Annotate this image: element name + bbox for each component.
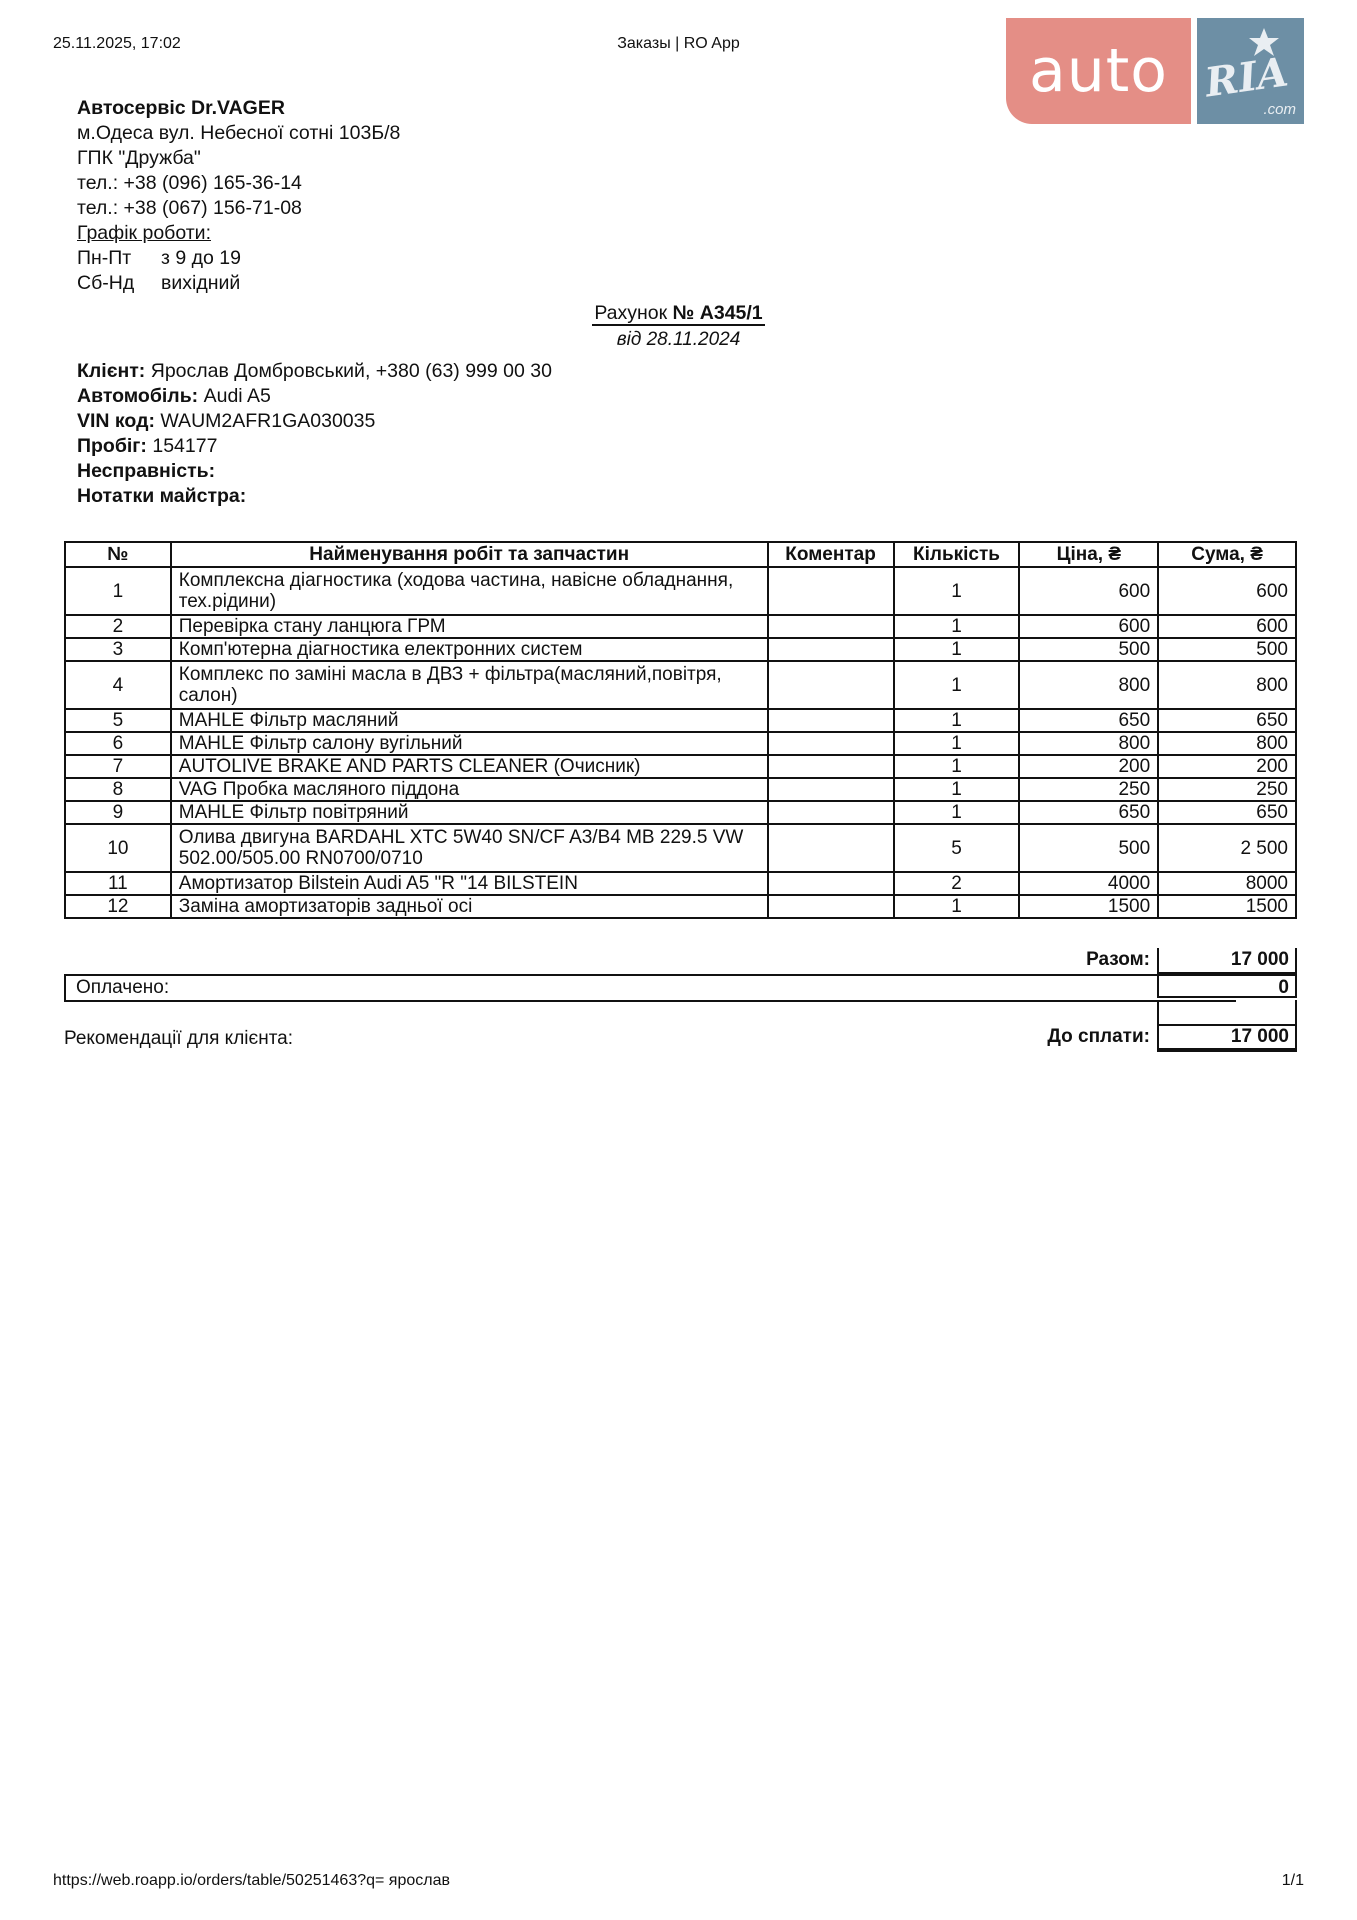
row-name: MAHLE Фільтр масляний xyxy=(171,709,768,732)
table-header-row xyxy=(65,542,1296,567)
table-row xyxy=(65,801,1296,824)
table-row xyxy=(65,824,1296,872)
row-number: 2 xyxy=(65,615,171,638)
row-price: 800 xyxy=(1019,732,1158,755)
table-row xyxy=(65,895,1296,918)
schedule-days: Пн-Пт xyxy=(77,247,132,269)
row-price: 4000 xyxy=(1019,872,1158,895)
row-qty: 1 xyxy=(894,755,1020,778)
paid-label: Оплачено: xyxy=(64,974,1236,1002)
table-row xyxy=(65,709,1296,732)
company-phone-2: тел.: +38 (067) 156-71-08 xyxy=(77,197,302,219)
row-price: 800 xyxy=(1019,661,1158,709)
row-price: 500 xyxy=(1019,638,1158,661)
row-comment xyxy=(768,638,894,661)
row-sum: 650 xyxy=(1158,709,1296,732)
col-header-name: Найменування робіт та запчастин xyxy=(171,542,768,567)
print-datetime: 25.11.2025, 17:02 xyxy=(53,35,181,52)
notes-label: Нотатки майстра: xyxy=(77,485,247,507)
total-label: Разом: xyxy=(1086,949,1150,970)
col-header-price: Ціна, ₴ xyxy=(1019,542,1158,567)
logo-ria-text: RIA xyxy=(1202,48,1291,107)
row-number: 11 xyxy=(65,872,171,895)
client-label: Клієнт: xyxy=(77,360,146,382)
total-value: 17 000 xyxy=(1157,948,1297,974)
company-address: м.Одеса вул. Небесної сотні 103Б/8 xyxy=(77,122,401,144)
row-qty: 1 xyxy=(894,567,1020,615)
row-comment xyxy=(768,801,894,824)
vin-label: VIN код: xyxy=(77,410,155,432)
row-name: VAG Пробка масляного піддона xyxy=(171,778,768,801)
row-qty: 1 xyxy=(894,732,1020,755)
row-comment xyxy=(768,732,894,755)
company-phone-1: тел.: +38 (096) 165-36-14 xyxy=(77,172,302,194)
row-qty: 1 xyxy=(894,661,1020,709)
schedule-title: Графік роботи: xyxy=(77,222,211,244)
row-name: Амортизатор Bilstein Audi A5 "R "14 BILSTEIN xyxy=(171,872,768,895)
row-comment xyxy=(768,615,894,638)
client-info xyxy=(77,359,552,509)
row-comment xyxy=(768,778,894,801)
print-page-number: 1/1 xyxy=(1281,1872,1304,1889)
row-number: 1 xyxy=(65,567,171,615)
vin-value: WAUM2AFR1GA030035 xyxy=(160,410,376,432)
row-price: 1500 xyxy=(1019,895,1158,918)
schedule-row xyxy=(77,246,400,271)
autoria-logo xyxy=(1006,18,1304,124)
row-name: Олива двигуна BARDAHL XTC 5W40 SN/CF A3/B4 MB 229.5 VW 502.00/505.00 RN0700/0710 xyxy=(171,824,768,872)
table-row xyxy=(65,732,1296,755)
row-comment xyxy=(768,755,894,778)
schedule-hours: з 9 до 19 xyxy=(161,247,241,269)
table-row xyxy=(65,638,1296,661)
invoice-title xyxy=(0,302,1357,325)
table-row xyxy=(65,661,1296,709)
row-price: 200 xyxy=(1019,755,1158,778)
logo-auto-part: auto xyxy=(1006,18,1191,124)
col-header-qty: Кількість xyxy=(894,542,1020,567)
row-number: 6 xyxy=(65,732,171,755)
row-sum: 600 xyxy=(1158,615,1296,638)
row-qty: 1 xyxy=(894,615,1020,638)
row-qty: 2 xyxy=(894,872,1020,895)
row-comment xyxy=(768,824,894,872)
print-page-title: Заказы | RO App xyxy=(617,35,740,52)
row-name: Комп'ютерна діагностика електронних систем xyxy=(171,638,768,661)
schedule-row xyxy=(77,271,400,296)
row-price: 650 xyxy=(1019,709,1158,732)
row-price: 250 xyxy=(1019,778,1158,801)
empty-cell xyxy=(1157,1000,1297,1026)
row-name: Перевірка стану ланцюга ГРМ xyxy=(171,615,768,638)
paid-value: 0 xyxy=(1157,974,1297,998)
mileage-value: 154177 xyxy=(152,435,218,457)
row-qty: 1 xyxy=(894,801,1020,824)
row-number: 12 xyxy=(65,895,171,918)
invoice-label: Рахунок xyxy=(594,302,668,324)
row-qty: 1 xyxy=(894,709,1020,732)
row-sum: 2 500 xyxy=(1158,824,1296,872)
row-name: Комплекс по заміні масла в ДВЗ + фільтра(масляний,повітря, салон) xyxy=(171,661,768,709)
car-label: Автомобіль: xyxy=(77,385,199,407)
row-number: 3 xyxy=(65,638,171,661)
row-comment xyxy=(768,567,894,615)
table-row xyxy=(65,778,1296,801)
invoice-number: № А345/1 xyxy=(672,302,763,324)
table-row xyxy=(65,567,1296,615)
col-header-sum: Сума, ₴ xyxy=(1158,542,1296,567)
row-sum: 8000 xyxy=(1158,872,1296,895)
row-qty: 5 xyxy=(894,824,1020,872)
row-number: 9 xyxy=(65,801,171,824)
row-price: 600 xyxy=(1019,615,1158,638)
row-price: 650 xyxy=(1019,801,1158,824)
fault-label: Несправність: xyxy=(77,460,216,482)
row-sum: 250 xyxy=(1158,778,1296,801)
row-name: AUTOLIVE BRAKE AND PARTS CLEANER (Очисник) xyxy=(171,755,768,778)
row-qty: 1 xyxy=(894,895,1020,918)
row-number: 10 xyxy=(65,824,171,872)
row-comment xyxy=(768,895,894,918)
row-price: 600 xyxy=(1019,567,1158,615)
row-name: MAHLE Фільтр салону вугільний xyxy=(171,732,768,755)
row-number: 7 xyxy=(65,755,171,778)
company-name: Автосервіс Dr.VAGER xyxy=(77,97,285,119)
table-row xyxy=(65,615,1296,638)
logo-com-text: .com xyxy=(1263,101,1296,118)
row-comment xyxy=(768,709,894,732)
items-table xyxy=(64,541,1297,919)
invoice-date: від 28.11.2024 xyxy=(616,329,741,350)
row-name: MAHLE Фільтр повітряний xyxy=(171,801,768,824)
row-name: Заміна амортизаторів задньої осі xyxy=(171,895,768,918)
row-name: Комплексна діагностика (ходова частина, навісне обладнання, тех.рідини) xyxy=(171,567,768,615)
due-label: До сплати: xyxy=(1047,1026,1150,1047)
row-comment xyxy=(768,872,894,895)
row-comment xyxy=(768,661,894,709)
print-url: https://web.roapp.io/orders/table/50251463?q= ярослав xyxy=(53,1872,450,1889)
row-sum: 600 xyxy=(1158,567,1296,615)
col-header-number: № xyxy=(65,542,171,567)
client-value: Ярослав Домбровський, +380 (63) 999 00 30 xyxy=(150,360,552,382)
row-sum: 200 xyxy=(1158,755,1296,778)
row-number: 5 xyxy=(65,709,171,732)
row-number: 8 xyxy=(65,778,171,801)
row-number: 4 xyxy=(65,661,171,709)
schedule-days: Сб-Нд xyxy=(77,272,135,294)
row-sum: 650 xyxy=(1158,801,1296,824)
row-qty: 1 xyxy=(894,778,1020,801)
row-sum: 500 xyxy=(1158,638,1296,661)
car-value: Audi A5 xyxy=(203,385,271,407)
row-sum: 800 xyxy=(1158,661,1296,709)
row-price: 500 xyxy=(1019,824,1158,872)
row-qty: 1 xyxy=(894,638,1020,661)
schedule-hours: вихідний xyxy=(161,272,241,294)
recommendations-label: Рекомендації для клієнта: xyxy=(64,1028,294,1049)
table-row xyxy=(65,872,1296,895)
table-row xyxy=(65,755,1296,778)
row-sum: 1500 xyxy=(1158,895,1296,918)
col-header-comment: Коментар xyxy=(768,542,894,567)
row-sum: 800 xyxy=(1158,732,1296,755)
mileage-label: Пробіг: xyxy=(77,435,147,457)
company-complex: ГПК "Дружба" xyxy=(77,147,201,169)
logo-ria-part xyxy=(1197,18,1304,124)
company-info xyxy=(77,96,400,296)
due-value: 17 000 xyxy=(1157,1024,1297,1052)
